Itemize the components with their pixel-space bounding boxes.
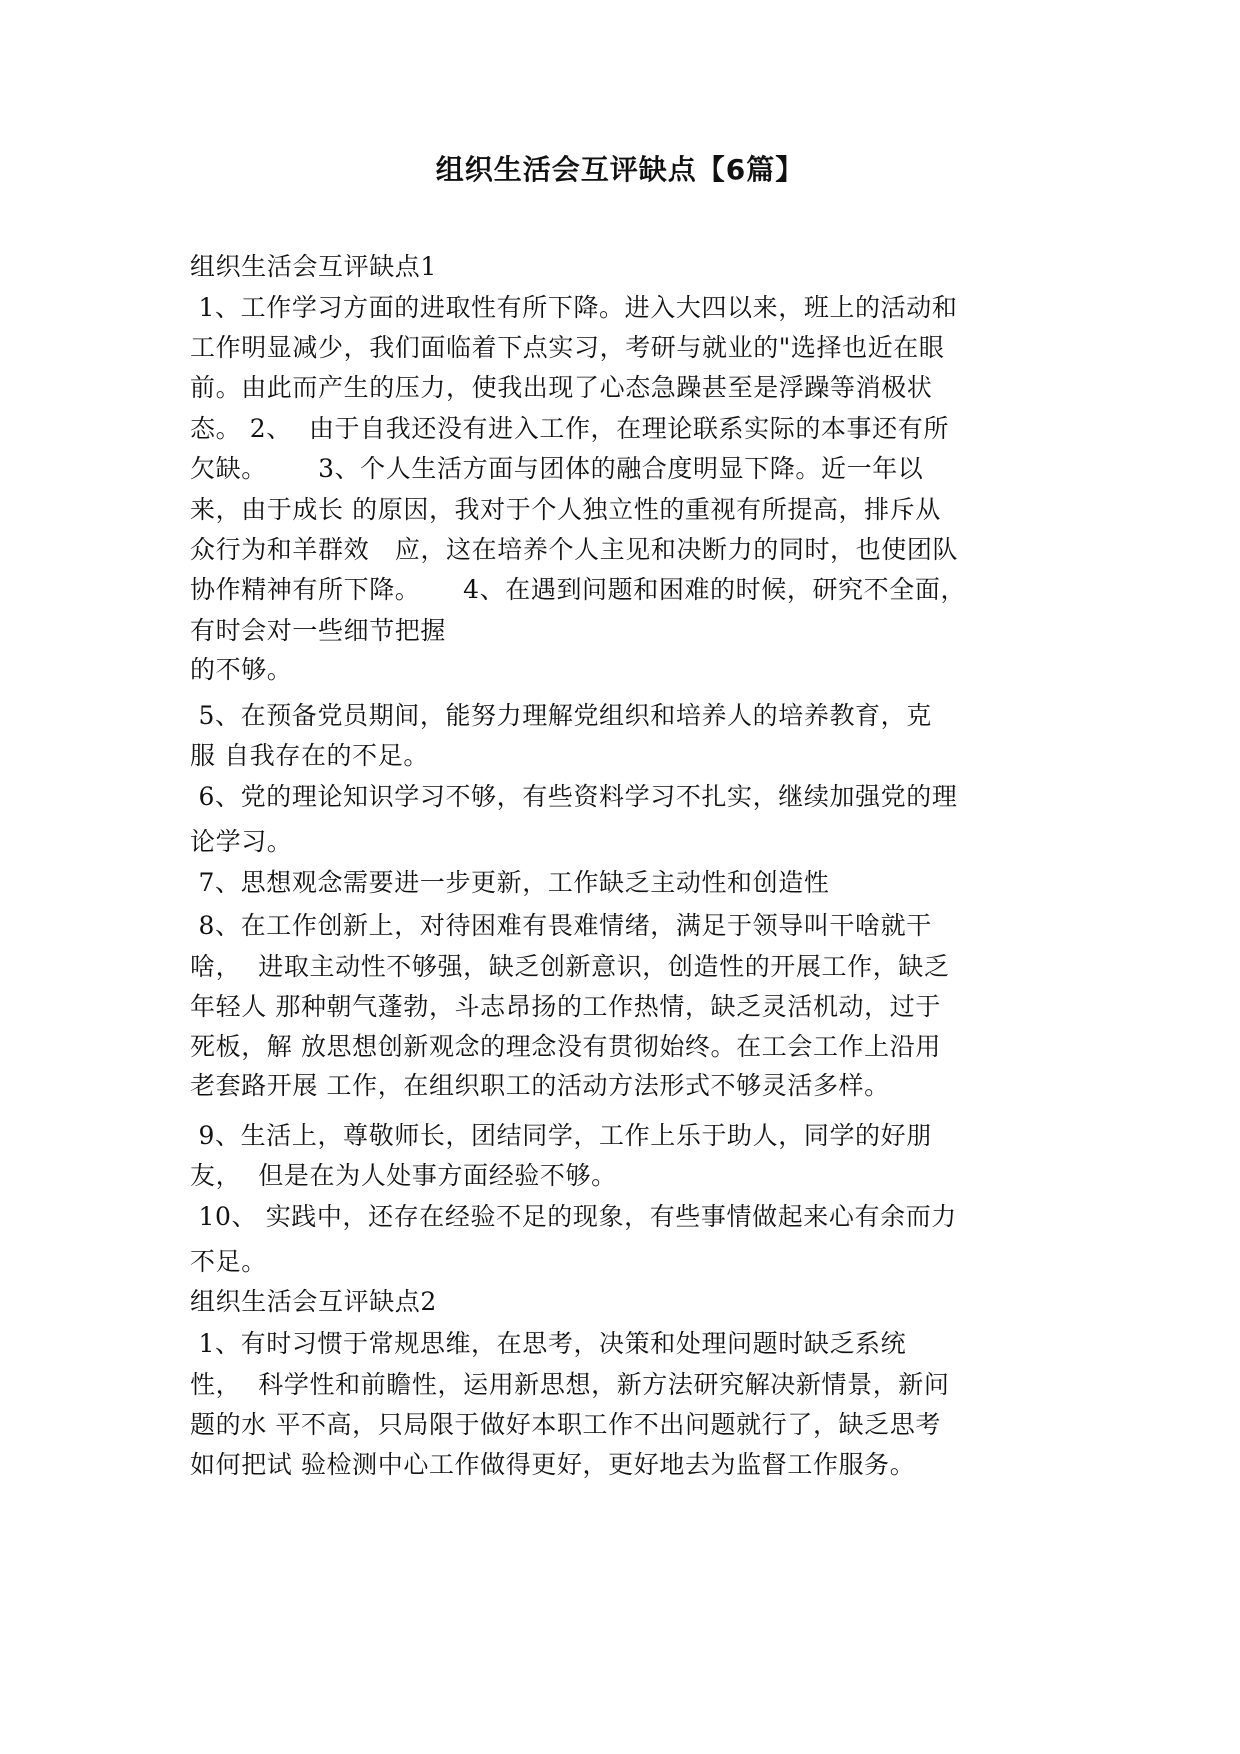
body-line: 性， 科学性和前瞻性，运用新思想，新方法研究解决新情景，新问 [190, 1370, 950, 1399]
body-line: 来，由于成长 的原因，我对于个人独立性的重视有所提高，排斥从 [190, 495, 941, 524]
body-line: 如何把试 验检测中心工作做得更好，更好地去为监督工作服务。 [190, 1450, 916, 1479]
section-heading-2: 组织生活会互评缺点2 [190, 1287, 437, 1316]
body-line: 友， 但是在为人处事方面经验不够。 [190, 1161, 617, 1190]
body-line: 9、生活上，尊敬师长，团结同学，工作上乐于助人，同学的好朋 [190, 1121, 932, 1150]
body-line: 5、在预备党员期间，能努力理解党组织和培养人的培养教育，克 [190, 701, 932, 730]
body-line: 年轻人 那种朝气蓬勃，斗志昂扬的工作热情，缺乏灵活机动，过于 [190, 992, 941, 1021]
body-line: 态。 2、 由于自我还没有进入工作，在理论联系实际的本事还有所 [190, 414, 949, 443]
section-heading-1: 组织生活会互评缺点1 [190, 252, 437, 281]
body-line: 工作明显减少，我们面临着下点实习，考研与就业的"选择也近在眼 [190, 333, 945, 362]
body-line: 1、有时习惯于常规思维，在思考，决策和处理问题时缺乏系统 [190, 1329, 907, 1358]
body-line: 论学习。 [190, 827, 293, 856]
body-line: 老套路开展 工作，在组织职工的活动方法形式不够灵活多样。 [190, 1071, 890, 1100]
body-line: 协作精神有所下降。 4、在遇到问题和困难的时候，研究不全面， [190, 575, 967, 604]
body-line: 服 自我存在的不足。 [190, 741, 429, 770]
body-line: 有时会对一些细节把握 [190, 616, 447, 645]
body-line: 题的水 平不高，只局限于做好本职工作不出问题就行了，缺乏思考 [190, 1410, 941, 1439]
body-line: 8、在工作创新上，对待困难有畏难情绪，满足于领导叫干啥就干 [190, 911, 932, 940]
body-line: 6、党的理论知识学习不够，有些资料学习不扎实，继续加强党的理 [190, 782, 958, 811]
body-line: 1、工作学习方面的进取性有所下降。进入大四以来，班上的活动和 [190, 293, 958, 322]
body-line: 7、思想观念需要进一步更新，工作缺乏主动性和创造性 [190, 868, 830, 897]
body-line: 欠缺。 3、个人生活方面与团体的融合度明显下降。近一年以 [190, 454, 924, 483]
body-line: 死板，解 放思想创新观念的理念没有贯彻始终。在工会工作上沿用 [190, 1032, 941, 1061]
body-line: 的不够。 [190, 655, 293, 684]
body-line: 啥， 进取主动性不够强，缺乏创新意识，创造性的开展工作，缺乏 [190, 952, 950, 981]
body-line: 前。由此而产生的压力，使我出现了心态急躁甚至是浮躁等消极状 [190, 373, 933, 402]
body-line: 10、 实践中，还存在经验不足的现象，有些事情做起来心有余而力 [190, 1202, 957, 1231]
body-line: 不足。 [190, 1247, 267, 1276]
document-title: 组织生活会互评缺点【6篇】 [435, 153, 805, 186]
body-line: 众行为和羊群效 应，这在培养个人主见和决断力的同时，也使团队 [190, 535, 959, 564]
